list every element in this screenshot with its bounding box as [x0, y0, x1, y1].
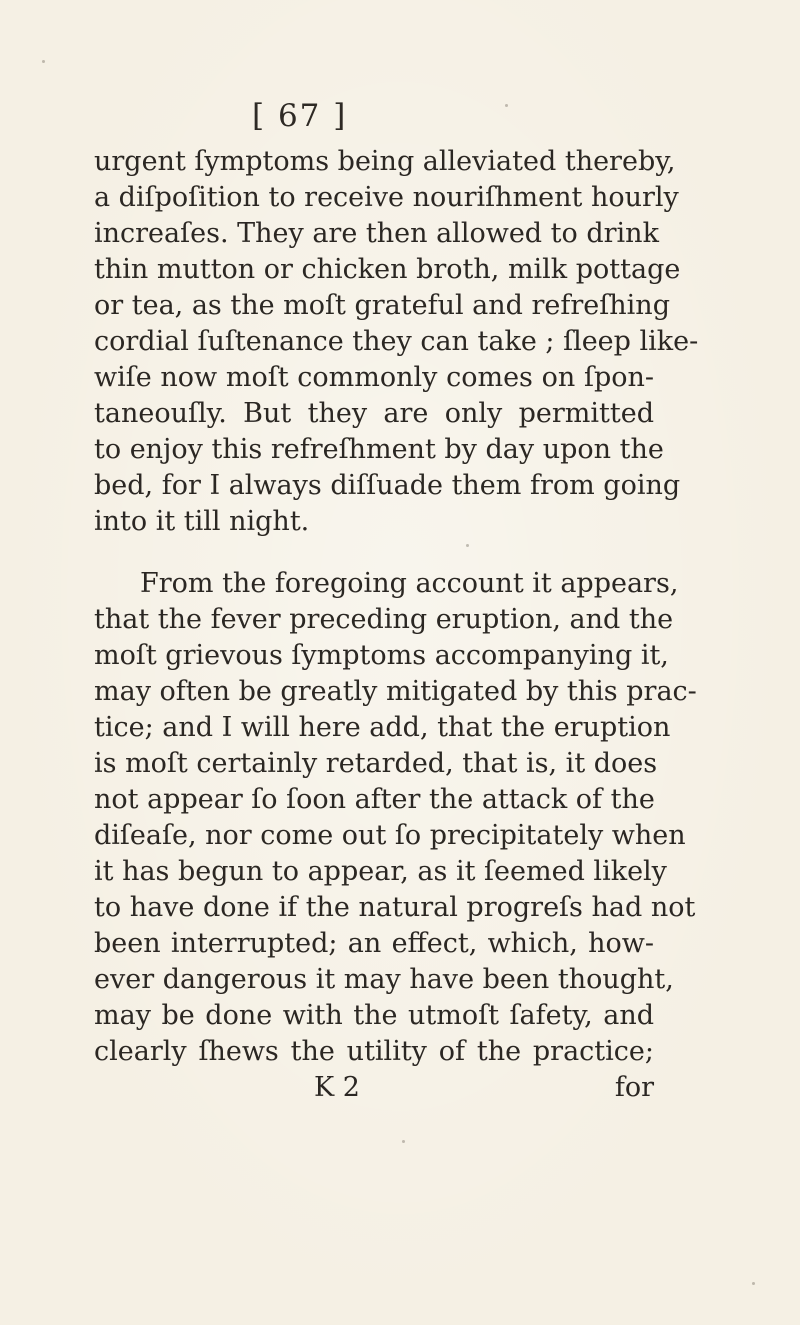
paper-speck	[466, 544, 469, 547]
text-line: diſeaſe, nor come out ſo precipitately when	[94, 820, 686, 851]
text-line: bed, for I always diſſuade them from going	[94, 470, 681, 501]
text-line: taneouſly. But they are only permitted	[94, 398, 654, 429]
text-line: tice; and I will here add, that the eruption	[94, 712, 671, 743]
text-line: cordial ſuſtenance they can take ; ſleep like-	[94, 326, 699, 357]
text-line: urgent ſymptoms being alleviated thereby,	[94, 146, 676, 177]
text-line: increaſes. They are then allowed to drink	[94, 218, 659, 249]
text-line: wiſe now moſt commonly comes on ſpon-	[94, 362, 654, 393]
text-line: clearly ſhews the utility of the practice;	[94, 1036, 654, 1067]
text-line: a diſpoſition to receive nouriſhment hourly	[94, 182, 679, 213]
paper-speck	[42, 60, 45, 63]
text-line: it has begun to appear, as it ſeemed likely	[94, 856, 667, 887]
page-number-header: [ 67 ]	[252, 98, 348, 134]
text-line: to have done if the natural progreſs had not	[94, 892, 696, 923]
text-line: moſt grievous ſymptoms accompanying it,	[94, 640, 669, 671]
signature-mark: K 2	[314, 1072, 360, 1103]
text-line: that the fever preceding eruption, and the	[94, 604, 674, 635]
text-line: not appear ſo ſoon after the attack of the	[94, 784, 655, 815]
text-line: been interrupted; an effect, which, how-	[94, 928, 654, 959]
text-line: thin mutton or chicken broth, milk pottage	[94, 254, 681, 285]
paper-speck	[505, 104, 508, 107]
text-line: may be done with the utmoſt ſafety, and	[94, 1000, 654, 1031]
text-line: into it till night.	[94, 506, 310, 537]
page-footer	[314, 1070, 654, 1106]
text-line: From the foregoing account it appears,	[140, 568, 679, 599]
catchword: for	[614, 1072, 654, 1103]
text-line: may often be greatly mitigated by this prac-	[94, 676, 697, 707]
paper-speck	[752, 1282, 755, 1285]
text-line: ever dangerous it may have been thought,	[94, 964, 674, 995]
text-line: or tea, as the moſt grateful and refreſhing	[94, 290, 670, 321]
paper-speck	[402, 1140, 405, 1143]
text-line: is moſt certainly retarded, that is, it does	[94, 748, 658, 779]
text-line: to enjoy this refreſhment by day upon the	[94, 434, 664, 465]
